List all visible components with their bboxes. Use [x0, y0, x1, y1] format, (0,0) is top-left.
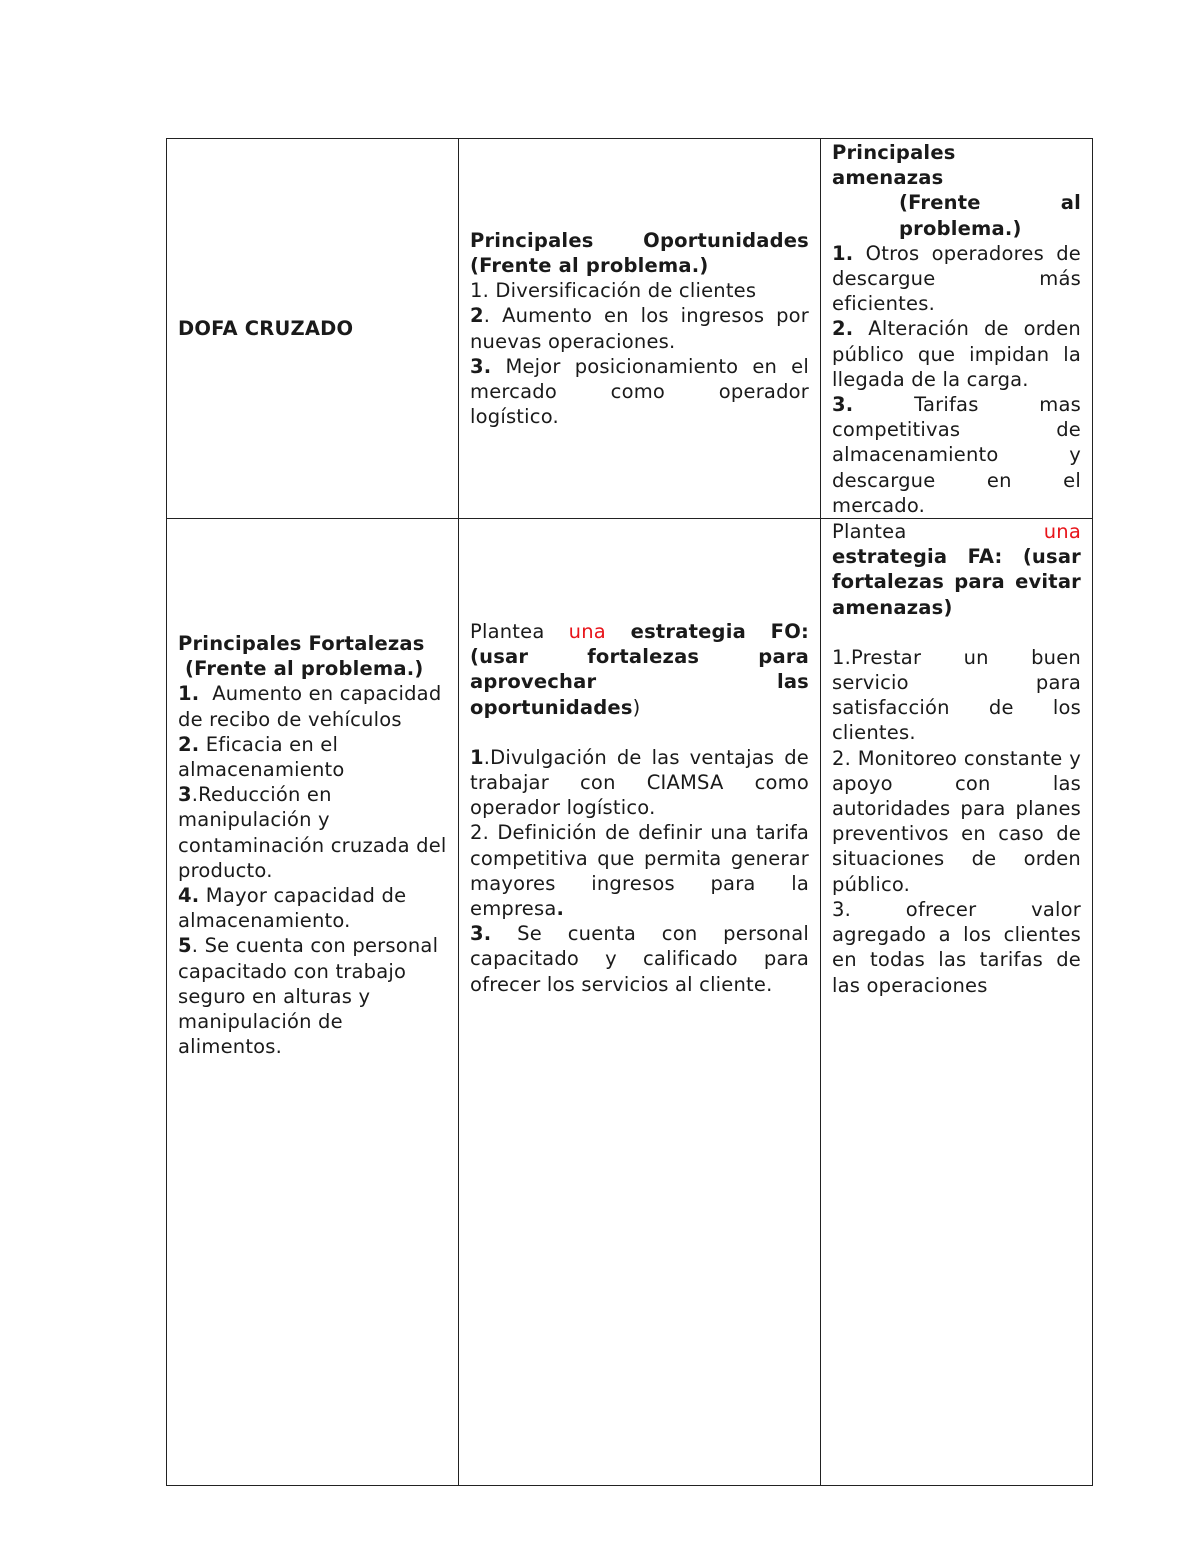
list-item: 1. Otros operadores de descargue más eficientes.	[832, 241, 1081, 316]
list-item: 3. Se cuenta con personal capacitado y calificado para ofrecer los servicios al cliente.	[470, 922, 809, 996]
amenazas-subheading: (Frente al problema.)	[899, 191, 1081, 240]
fo-heading: Plantea una estrategia FO: (usar fortalezas para aprovechar las oportunidades)	[470, 620, 809, 719]
list-item: 2. Definición de definir una tarifa competitiva que permita generar mayores ingresos para la empresa.	[470, 821, 809, 921]
cell-estrategia-fo	[459, 519, 821, 1486]
cell-oportunidades	[459, 139, 821, 519]
list-item: 5. Se cuenta con personal capacitado con trabajo seguro en alturas y manipulación de alimentos.	[178, 934, 439, 1059]
list-item: 3.Reducción en manipulación y contaminación cruzada del producto.	[178, 783, 447, 882]
list-item: 1. Diversificación de clientes	[470, 279, 757, 303]
list-item: 2. Monitoreo constante y apoyo con las autoridades para planes preventivos en caso de situaciones de orden público.	[832, 746, 1081, 896]
cell-fortalezas	[167, 519, 459, 1486]
list-item: 1.Divulgación de las ventajas de trabajar con CIAMSA como operador logístico.	[470, 745, 809, 820]
dofa-title: DOFA CRUZADO	[178, 316, 354, 340]
oportunidades-heading: Principales Oportunidades	[470, 228, 809, 252]
cell-estrategia-fa	[821, 519, 1093, 1486]
dofa-table	[166, 138, 1093, 1486]
list-item: 1. Aumento en capacidad	[178, 682, 442, 706]
amenazas-heading-2: amenazas	[832, 166, 944, 190]
list-item: 2. Aumento en los ingresos por nuevas operaciones.	[470, 304, 809, 353]
list-item: 3. Mejor posicionamiento en el mercado como operador logístico.	[470, 354, 809, 429]
fa-heading: estrategia FA: (usar fortalezas para evitar amenazas)	[832, 545, 1081, 619]
list-item: 4. Mayor capacidad de almacenamiento.	[178, 884, 407, 933]
cell-dofa-cruzado	[167, 139, 459, 519]
table-row-header	[167, 139, 1093, 519]
list-item: 2. Alteración de orden público que impidan la llegada de la carga.	[832, 317, 1081, 391]
cell-amenazas	[821, 139, 1093, 519]
amenazas-heading: Principales	[832, 141, 956, 164]
list-item: de recibo de vehículos	[178, 707, 402, 731]
list-item: 3. ofrecer valor agregado a los clientes en todas las tarifas de las operaciones	[832, 897, 1081, 997]
oportunidades-subheading: (Frente al problema.)	[470, 253, 709, 277]
fortalezas-heading: Principales Fortalezas	[178, 632, 425, 656]
table-row-strategies	[167, 519, 1093, 1486]
fortalezas-subheading: (Frente al problema.)	[178, 657, 424, 681]
list-item: 2. Eficacia en el almacenamiento	[178, 732, 345, 782]
list-item: 1.Prestar un buen servicio para satisfacción de los clientes.	[832, 645, 1081, 745]
list-item: 3. Tarifas mas competitivas de almacenamiento y descargue en el mercado.	[832, 393, 1081, 517]
fa-heading-line: Plantea una	[832, 520, 1081, 544]
